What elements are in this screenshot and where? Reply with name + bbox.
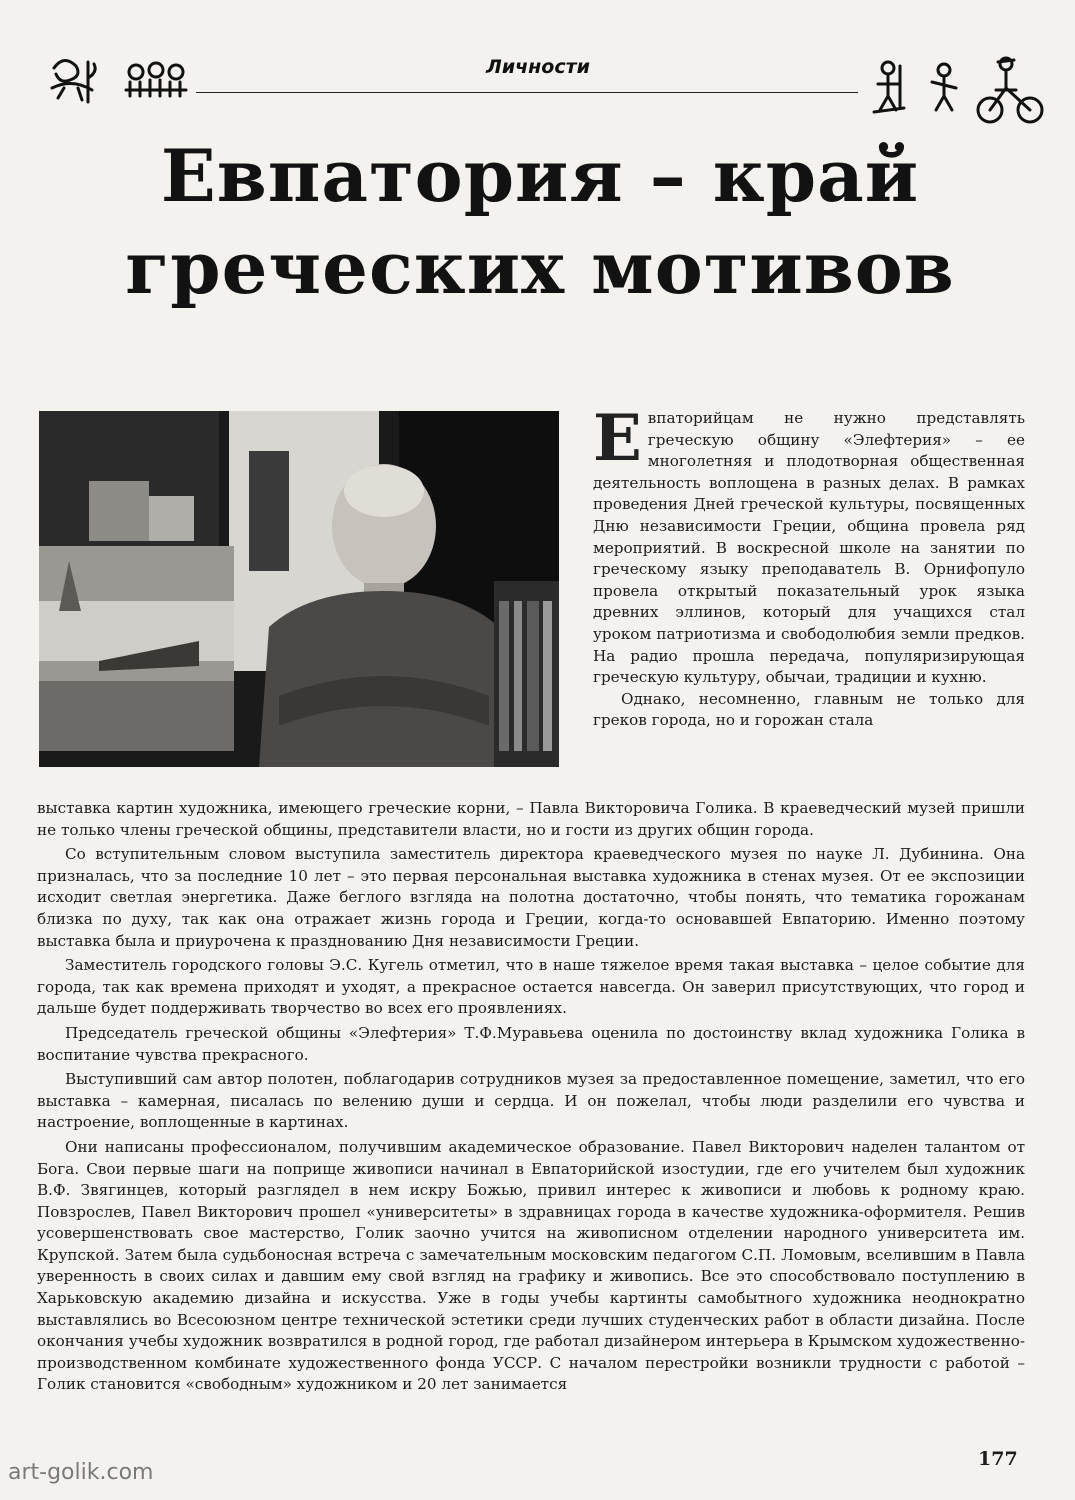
article-lead bbox=[593, 401, 1025, 732]
body-paragraph-continued: выставка картин художника, имеющего греческие корни, – Павла Викторовича Голика. В краеведческий музей пришли не только члены греческой общины, представители власти, но и гости из других общин города. bbox=[37, 799, 1025, 839]
artist-portrait-photo bbox=[39, 411, 559, 767]
watermark-text: art-golik.com bbox=[8, 1460, 154, 1485]
article-body bbox=[37, 798, 1025, 1399]
title-line-1: Евпатория – край bbox=[160, 133, 920, 218]
body-paragraph: Председатель греческой общины «Элефтерия» Т.Ф.Муравьева оценила по достоинству вклад художника Голика в воспитание чувства прекрасного. bbox=[37, 1023, 1025, 1064]
page-number: 177 bbox=[978, 1448, 1018, 1470]
section-label: Личности bbox=[486, 56, 590, 78]
drop-cap: Е bbox=[593, 401, 642, 476]
doodle-figures-right-icon bbox=[868, 56, 1048, 126]
body-paragraph: Они написаны профессионалом, получившим академическое образование. Павел Викторович наделен талантом от Бога. Свои первые шаги на поприще живописи начинал в Евпаторийской изостудии, где его учителем был художник В.Ф. Звягинцев, который разглядел в нем искру Божью, привил интерес к живописи и любовь к родному краю. Повзрослев, Павел Викторович прошел «университеты» в здравницах города в качестве художника-оформителя. Решив усовершенствовать свое мастерство, Голик заочно учится на живописном отделении народного университета им. Крупской. Затем была судьбоносная встреча с замечательным московским педагогом С.П. Ломовым, вселившим в Павла уверенность в своих силах и давшим ему свой взгляд на графику и живопись. Все это способствовало поступлению в Харьковскую академию дизайна и искусства. Уже в годы учебы картинты самобытного художника неоднократно выставлялись во Всесоюзном центре технической эстетики среди лучших студенческих работ в области дизайна. После окончания учебы художник возвратился в родной город, где работал дизайнером интерьера в Крымском художественно-производственном комбинате художественного фонда УССР. С началом перестройки возникли трудности с работой – Голик становится «свободным» художником и 20 лет занимается bbox=[37, 1137, 1025, 1394]
article-title bbox=[60, 130, 1020, 314]
lead-paragraph: Евпаторийцам не нужно представлять греческую общину «Элефтерия» – ее многолетняя и плодотворная общественная деятельность воплощена в разных делах. В рамках проведения Дней греческой культуры, посвященных Дню независимости Греции, община провела ряд мероприятий. В воскресной школе на занятии по греческому языку преподаватель В. Орнифопуло провела открытый показательный урок языка древних эллинов, который для учащихся стал уроком патриотизма и свободолюбия земли предков. На радио прошла передача, популяризирующая греческую культуру, обычаи, традиции и кухню. bbox=[593, 401, 1025, 687]
body-paragraph: Заместитель городского головы Э.С. Кугель отметил, что в наше тяжелое время такая выставка – целое событие для города, так как времена приходят и уходят, а прекрасное остается навсегда. Он заверил присутствующих, что город и дальше будет поддерживать творчество во всех его проявлениях. bbox=[37, 956, 1025, 1018]
title-line-2: греческих мотивов bbox=[125, 225, 955, 310]
header-rule bbox=[196, 92, 858, 93]
body-paragraph: Выступивший сам автор полотен, поблагодарив сотрудников музея за предоставленное помещение, заметил, что его выставка – камерная, писалась по велению души и сердца. И он пожелал, чтобы люди разделили его чувства и настроение, воплощенные в картинах. bbox=[37, 1070, 1025, 1132]
lead-paragraph-2: Однако, несомненно, главным не только для греков города, но и горожан стала bbox=[593, 689, 1025, 730]
doodle-figures-left-icon bbox=[44, 48, 194, 108]
body-paragraph: Со вступительным словом выступила заместитель директора краеведческого музея по науке Л. Дубинина. Она призналась, что за последние 10 лет – это первая персональная выставка художника в стенах музея. От ее экспозиции исходит светлая энергетика. Даже беглого взгляда на полотна достаточно, чтобы понять, что тематика горожанам близка по духу, так как она отражает жизнь города и Греции, когда-то основавшей Евпаторию. Именно поэтому выставка была и приурочена к празднованию Дня независимости Греции. bbox=[37, 845, 1025, 950]
